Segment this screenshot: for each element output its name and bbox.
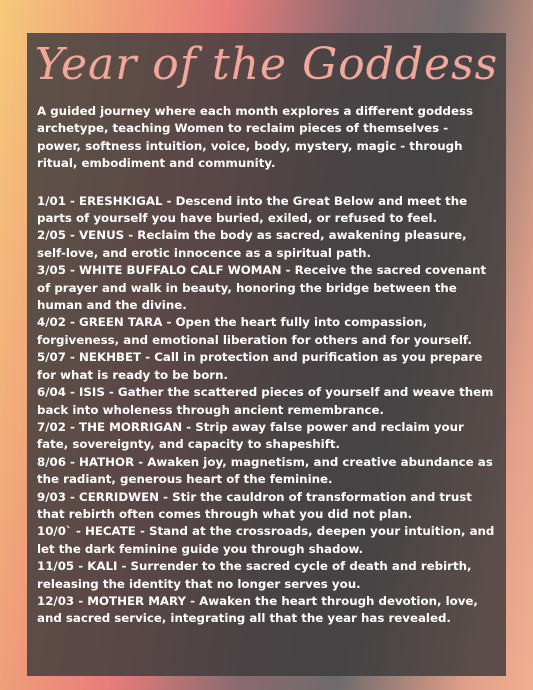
month-entry: 1/01 - ERESHKIGAL - Descend into the Great Below and meet the parts of yourself you have buried, exiled, or refused to feel. <box>37 193 468 226</box>
month-list <box>37 193 496 628</box>
month-entry: 11/05 - KALI - Surrender to the sacred cycle of death and rebirth, releasing the identity that no longer serves you. <box>37 559 472 591</box>
month-entry: 12/03 - MOTHER MARY - Awaken the heart through devotion, love, and sacred service, integrating all that the year has revealed. <box>37 593 478 626</box>
page-title: Year of the Goddess <box>34 39 499 90</box>
month-entry: 9/03 - CERRIDWEN - Stir the cauldron of transformation and trust that rebirth often comes through what you did not plan. <box>37 489 472 521</box>
month-entry: 3/05 - WHITE BUFFALO CALF WOMAN - Receive the sacred covenant of prayer and walk in beauty, honoring the bridge between the human and the divine. <box>37 263 487 313</box>
month-entry: 8/06 - HATHOR - Awaken joy, magnetism, and creative abundance as the radiant, generous heart of the feminine. <box>37 454 493 487</box>
content-panel <box>27 33 506 676</box>
month-entry: 5/07 - NEKHBET - Call in protection and purification as you prepare for what is ready to be born. <box>37 350 483 382</box>
intro-text: A guided journey where each month explores a different goddess archetype, teaching Women to reclaim pieces of themselves - power, softness intuition, voice, body, mystery, magic - through ritual, embodiment and community. <box>37 104 474 171</box>
month-entry: 4/02 - GREEN TARA - Open the heart fully into compassion, forgiveness, and emotional liberation for others and for yourself. <box>37 315 472 347</box>
month-entry: 7/02 - THE MORRIGAN - Strip away false power and reclaim your fate, sovereignty, and capacity to shapeshift. <box>37 419 464 452</box>
month-entry: 10/0` - HECATE - Stand at the crossroads, deepen your intuition, and let the dark feminine guide you through shadow. <box>37 524 495 556</box>
month-entry: 6/04 - ISIS - Gather the scattered pieces of yourself and weave them back into wholeness through ancient remembrance. <box>37 385 494 417</box>
month-entry: 2/05 - VENUS - Reclaim the body as sacred, awakening pleasure, self-love, and erotic innocence as a spiritual path. <box>37 228 467 260</box>
